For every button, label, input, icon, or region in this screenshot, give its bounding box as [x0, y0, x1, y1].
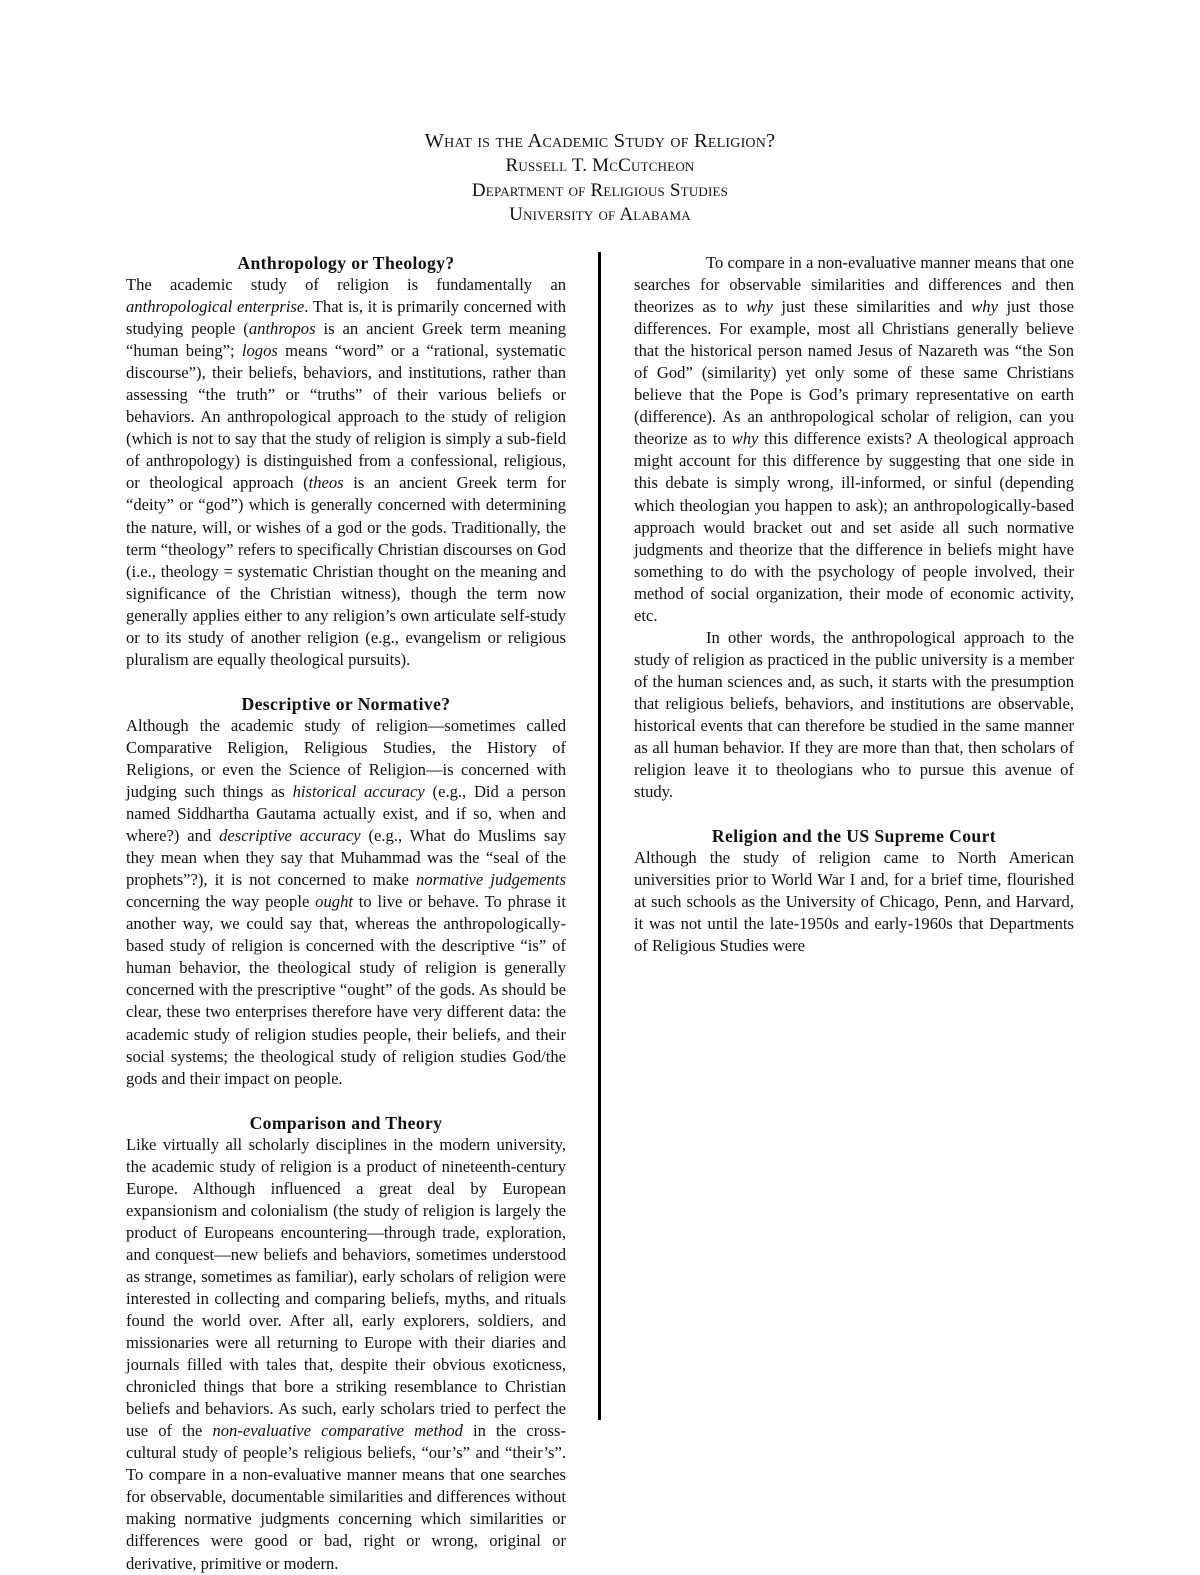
section-heading-anthropology: Anthropology or Theology? [237, 253, 455, 273]
section-heading-comparison: Comparison and Theory [249, 1112, 443, 1133]
section-heading-descriptive: Descriptive or Normative? [241, 693, 451, 714]
comparison-paragraph-2: To compare in a non-evaluative manner means that one searches for observable similarities and differences and then theorizes as to why just these similarities and why just those differences. For example, most all Christians generally believe that the historical person named Jesus of Nazareth was “the Son of God” (similarity) yet only some of these same Christians believe that the Pope is God’s primary representative on earth (difference). As an anthropological scholar of religion, can you theorize as to why this difference exists? A theological approach might account for this difference by suggesting that one side in this debate is simply wrong, ill-informed, or sinful (depending which theologian you happen to ask); an anthropologically-based approach would bracket out and set aside all such normative judgments and theorize that the difference in beliefs might have something to do with the psychology of people involved, their method of social organization, their mode of economic activity, etc. [634, 253, 1075, 625]
anthropology-paragraph: The academic study of religion is fundamentally an anthropological enterprise. That is, it is primarily concerned with studying people (anthropos is an ancient Greek term meaning “human being”; logos means “word” or a “rational, systematic discourse”), their beliefs, behaviors, and institutions, rather than assessing “the truth” or “truths” of their various beliefs or behaviors. An anthropological approach to the study of religion (which is not to say that the study of religion is simply a sub-field of anthropology) is distinguished from a confessional, religious, or theological approach (theos is an ancient Greek term for “deity” or “god”) which is generally concerned with determining the nature, will, or wishes of a god or the gods. Traditionally, the term “theology” refers to specifically Christian discourses on God (i.e., theology = systematic Christian thought on the meaning and significance of the Christian witness), though the term now generally applies either to any religion’s own articulate self-study or to its study of another religion (e.g., evangelism or religious pluralism are equally theological pursuits). [126, 275, 567, 669]
descriptive-paragraph: Although the academic study of religion—sometimes called Comparative Religion, Religious Studies, the History of Religions, or even the Science of Religion—is concerned with judging such things as historical accuracy (e.g., Did a person named Siddhartha Gautama actually exist, and if so, when and where?) and descriptive accuracy (e.g., What do Muslims say they mean when they say that Muhammad was the “seal of the prophets”?), it is not concerned to make normative judgements concerning the way people ought to live or behave. To phrase it another way, we could say that, whereas the anthropologically-based study of religion is concerned with the descriptive “is” of human behavior, the theological study of religion is generally concerned with the prescriptive “ought” of the gods. As should be clear, these two enterprises therefore have very different data: the academic study of religion studies people, their beliefs, and their social systems; the theological study of religion studies God/the gods and their impact on people. [126, 715, 566, 1088]
department-name: Department of Religious Studies [471, 179, 729, 201]
column-divider [598, 252, 601, 1420]
document-title: What is the Academic Study of Religion? [424, 130, 776, 152]
left-column [126, 252, 566, 1575]
section-heading-supreme-court: Religion and the US Supreme Court [711, 826, 997, 847]
right-column [634, 252, 1074, 957]
page-header [0, 128, 1200, 228]
supreme-court-paragraph: Although the study of religion came to North American universities prior to World War I and, for a brief time, flourished at such schools as the University of Chicago, Penn, and Harvard, it was not until the late-1950s and early-1960s that Departments of Religious Studies were [634, 848, 1074, 956]
author-name: Russell T. McCutcheon [505, 155, 695, 176]
comparison-paragraph-3: In other words, the anthropological approach to the study of religion as practiced in the public university is a member of the human sciences and, as such, it starts with the presumption that religious beliefs, behaviors, and institutions are observable, historical events that can therefore be studied in the same manner as all human behavior. If they are more than that, then scholars of religion leave it to theologians who to pursue this avenue of study. [634, 627, 1074, 802]
comparison-paragraph-1: Like virtually all scholarly disciplines in the modern university, the academic study of religion is a product of nineteenth-century Europe. Although influenced a great deal by European expansionism and colonialism (the study of religion is largely the product of Europeans encountering—through trade, exploration, and conquest—new beliefs and behaviors, sometimes understood as strange, sometimes as familiar), early scholars of religion were interested in collecting and comparing beliefs, myths, and rituals found the world over. After all, early explorers, soldiers, and missionaries were all returning to Europe with their diaries and journals filled with tales that, despite their obvious exoticness, chronicled things that bore a striking resemblance to Christian beliefs and behaviors. As such, early scholars tried to perfect the use of the non-evaluative comparative method in the cross-cultural study of people’s religious beliefs, “our’s” and “their’s”. To compare in a non-evaluative manner means that one searches for observable, documentable similarities and differences without making normative judgments concerning which similarities or differences were good or bad, right or wrong, original or derivative, primitive or modern. [126, 1134, 566, 1573]
university-name: University of Alabama [509, 204, 691, 225]
